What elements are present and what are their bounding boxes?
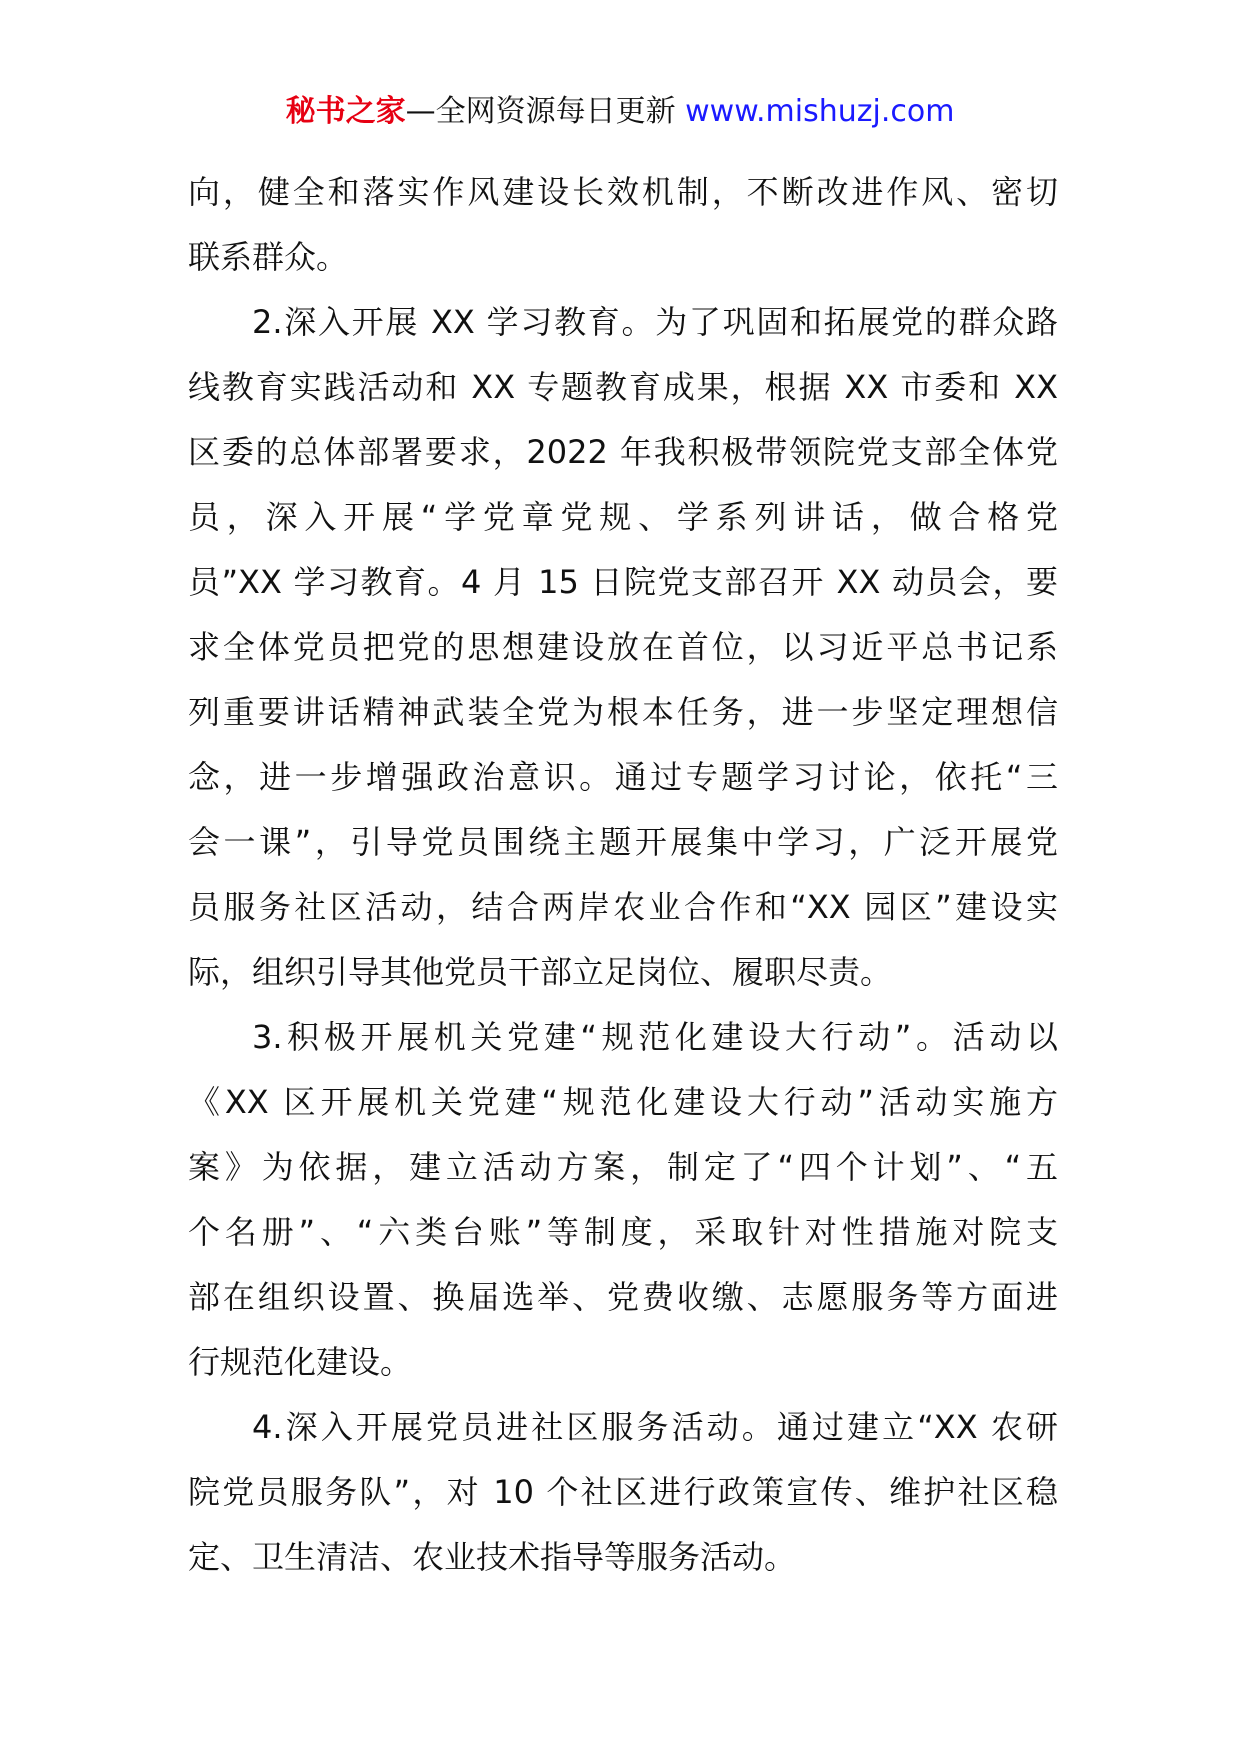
text-line: 向，健全和落实作风建设长效机制，不断改进作风、密切 <box>188 173 1058 211</box>
site-url-link[interactable]: www.mishuzj.com <box>685 94 955 129</box>
text-line: 行规范化建设。 <box>188 1343 413 1381</box>
text-line: 区委的总体部署要求，2022 年我积极带领院党支部全体党 <box>188 433 1058 471</box>
text-line: 3.积极开展机关党建“规范化建设大行动”。活动以 <box>252 1018 1058 1056</box>
text-line: 院党员服务队”，对 10 个社区进行政策宣传、维护社区稳 <box>188 1473 1058 1511</box>
document-body <box>188 160 1058 1590</box>
header-slogan: —全网资源每日更新 <box>405 94 676 129</box>
text-line: 案》为依据，建立活动方案，制定了“四个计划”、“五 <box>188 1148 1058 1186</box>
text-line: 列重要讲话精神武装全党为根本任务，进一步坚定理想信 <box>188 693 1058 731</box>
text-line: 员”XX 学习教育。4 月 15 日院党支部召开 XX 动员会，要 <box>188 563 1058 601</box>
text-line: 《XX 区开展机关党建“规范化建设大行动”活动实施方 <box>188 1083 1058 1121</box>
text-line: 员，深入开展“学党章党规、学系列讲话，做合格党 <box>188 498 1058 536</box>
text-line: 际，组织引导其他党员干部立足岗位、履职尽责。 <box>188 953 893 991</box>
site-header <box>0 92 1240 132</box>
text-line: 线教育实践活动和 XX 专题教育成果，根据 XX 市委和 XX <box>188 368 1058 406</box>
text-line: 定、卫生清洁、农业技术指导等服务活动。 <box>188 1538 797 1576</box>
text-line: 员服务社区活动，结合两岸农业合作和“XX 园区”建设实 <box>188 888 1058 926</box>
text-line: 4.深入开展党员进社区服务活动。通过建立“XX 农研 <box>252 1408 1058 1446</box>
text-line: 2.深入开展 XX 学习教育。为了巩固和拓展党的群众路 <box>252 303 1058 341</box>
text-line: 联系群众。 <box>188 238 349 276</box>
brand-name: 秘书之家 <box>285 94 406 129</box>
text-line: 念，进一步增强政治意识。通过专题学习讨论，依托“三 <box>188 758 1058 796</box>
text-line: 求全体党员把党的思想建设放在首位，以习近平总书记系 <box>188 628 1058 666</box>
text-line: 部在组织设置、换届选举、党费收缴、志愿服务等方面进 <box>188 1278 1058 1316</box>
text-line: 个名册”、“六类台账”等制度，采取针对性措施对院支 <box>188 1213 1058 1251</box>
text-line: 会一课”，引导党员围绕主题开展集中学习，广泛开展党 <box>188 823 1058 861</box>
